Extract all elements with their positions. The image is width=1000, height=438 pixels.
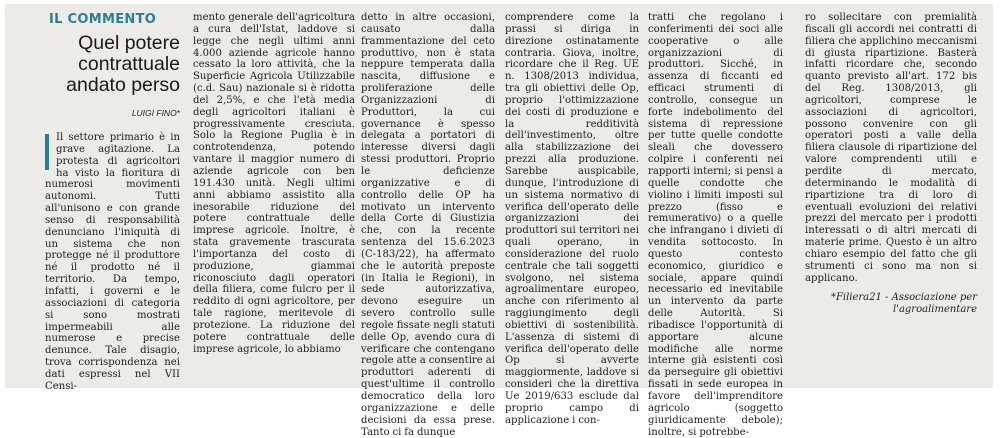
section-kicker: IL COMMENTO — [49, 12, 157, 27]
accent-bar — [45, 134, 49, 170]
author-footnote: *Filiera21 - Associazione per l'agroalimentare — [830, 292, 977, 316]
column-text: Il settore primario è in grave agitazione. La protesta di agricoltori ha visto la fioritura di numerosi movimenti autonomi. Tutti all'unisono e con grande senso di responsabilità denunciano l'iniquità di un sistema che non protegge né il produttore né il prodotto né il territorio. Da tempo, infatti, i governi e le associazioni di categoria si sono mostrati impermeabili alle numerose e precise denunce. Tale disagio, trova corrispondenza nei dati espressi nel VII Censi- — [45, 132, 180, 392]
column-text: detto in altre occasioni, causato dalla frammentazione del ceto produttivo, non è stata neppure temperata dalla nascita, diffusione e proliferazione delle Organizzazioni di Produttori, la cui governance è spesso delegata a portatori di interesse diversi dagli stessi produttori. Proprio le deficienze organizzative e di controllo delle OP ha motivato un intervento della Corte di Giustizia che, con la recente sentenza del 15.6.2023 (C-183/22), ha affermato che le autorità preposte (in Italia le Regioni), in sede autorizzativa, devono eseguire un severo controllo sulle regole fissate negli statuti delle Op, avendo cura di verificare che contengano regole atte a consentire ai produttori aderenti di quest'ultime il controllo democratico della loro organizzazione e delle decisioni da essa prese. Tanto ci fa dunque — [361, 12, 495, 438]
article-column-1 — [45, 12, 180, 392]
column-text: comprendere come la prassi si diriga in direzione ostinatamente contraria. Giova, inoltre, ricordare che il Reg. UE n. 1308/2013 individua, tra gli obiettivi delle Op, proprio l'ottimizzazione dei costi di produzione e la redditività dell'investimento, oltre alla stabilizzazione dei prezzi alla produzione. Sarebbe auspicabile, dunque, l'introduzione di un sistema normativo di verifica dell'operato delle organizzazioni dei produttori sui territori nei quali operano, in considerazione del ruolo centrale che tali soggetti svolgono, nel sistema agroalimentare europeo, anche con riferimento al raggiungimento degli obiettivi di sostenibilità. L'assenza di sistemi di verifica dell'operato delle Op si avverte maggiormente, laddove si consideri che la direttiva Ue 2019/633 esclude dal proprio campo di applicazione i con- — [505, 12, 639, 426]
article-column-4 — [505, 12, 639, 426]
column-text: mento generale dell'agricoltura a cura dell'Istat, laddove si legge che negli ultimi anni 4.000 aziende agricole hanno cessato la loro attività, che la Superficie Agricola Utilizzabile (c.d. Sau) nazionale si è ridotta del 2,5%, e che l'età media degli agricoltori italiani è progressivamente cresciuta. Solo la Regione Puglia è in controtendenza, potendo vantare il maggior numero di aziende agricole con ben 191.430 unità. Negli ultimi anni abbiamo assistito alla inesorabile riduzione del potere contrattuale delle imprese agricole. Inoltre, è stata gravemente trascurata l'importanza del costo di produzione, giammai riconosciuto dagli operatori della filiera, come fulcro per il reddito di ogni agricoltore, per tale ragione, meritevole di protezione. La riduzione del potere contrattuale delle imprese agricole, lo abbiamo — [193, 12, 355, 355]
author-byline: LUIGI FINO* — [131, 108, 180, 118]
article-column-2 — [193, 12, 355, 382]
article-headline: Quel potere contrattuale andato perso — [66, 32, 180, 96]
article-column-5 — [648, 12, 783, 438]
newspaper-clipping — [5, 4, 993, 438]
article-column-6 — [805, 12, 977, 382]
column-text: ro sollecitare con premialità fiscali gli accordi nei contratti di filiera che applichino meccanismi di giusta ripartizione. Basterà infatti ricordare che, secondo quanto previsto all'art. 172 bis del Reg. 1308/2013, gli agricoltori, comprese le associazioni di agricoltori, possono convenire con gli operatori posti a valle della filiera clausole di ripartizione del valore comprendenti utili e perdite di mercato, determinando le modalità di ripartizione tra di loro di eventuali evoluzioni dei relativi prezzi del mercato per i prodotti interessati o di altri mercati di materie prime. Questo è un altro chiaro esempio del fatto che gli strumenti ci sono ma non si applicano. — [805, 12, 977, 284]
column-text: tratti che regolano i conferimenti dei soci alle cooperative o alle organizzazioni di produttori. Sicché, in assenza di ficcanti ed efficaci strumenti di controllo, consegue un forte indebolimento del sistema di repressione per tutte quelle condotte sleali che dovessero colpire i conferenti nei rapporti interni; si pensi a quelle condotte che violino i limiti imposti sul prezzo (fisso e remunerativo) o a quelle che infrangano i divieti di vendita sottocosto. In questo contesto economico, giuridico e sociale, appare quindi necessario ed inevitabile un intervento da parte delle Autorità. Si ribadisce l'opportunità di apportare alcune modifiche alle norme interne già esistenti così da perseguire gli obiettivi fissati in sede europea in favore dell'imprenditore agricolo (soggetto giuridicamente debole); inoltre, si potrebbe- — [648, 12, 783, 438]
article-column-3 — [361, 12, 495, 438]
